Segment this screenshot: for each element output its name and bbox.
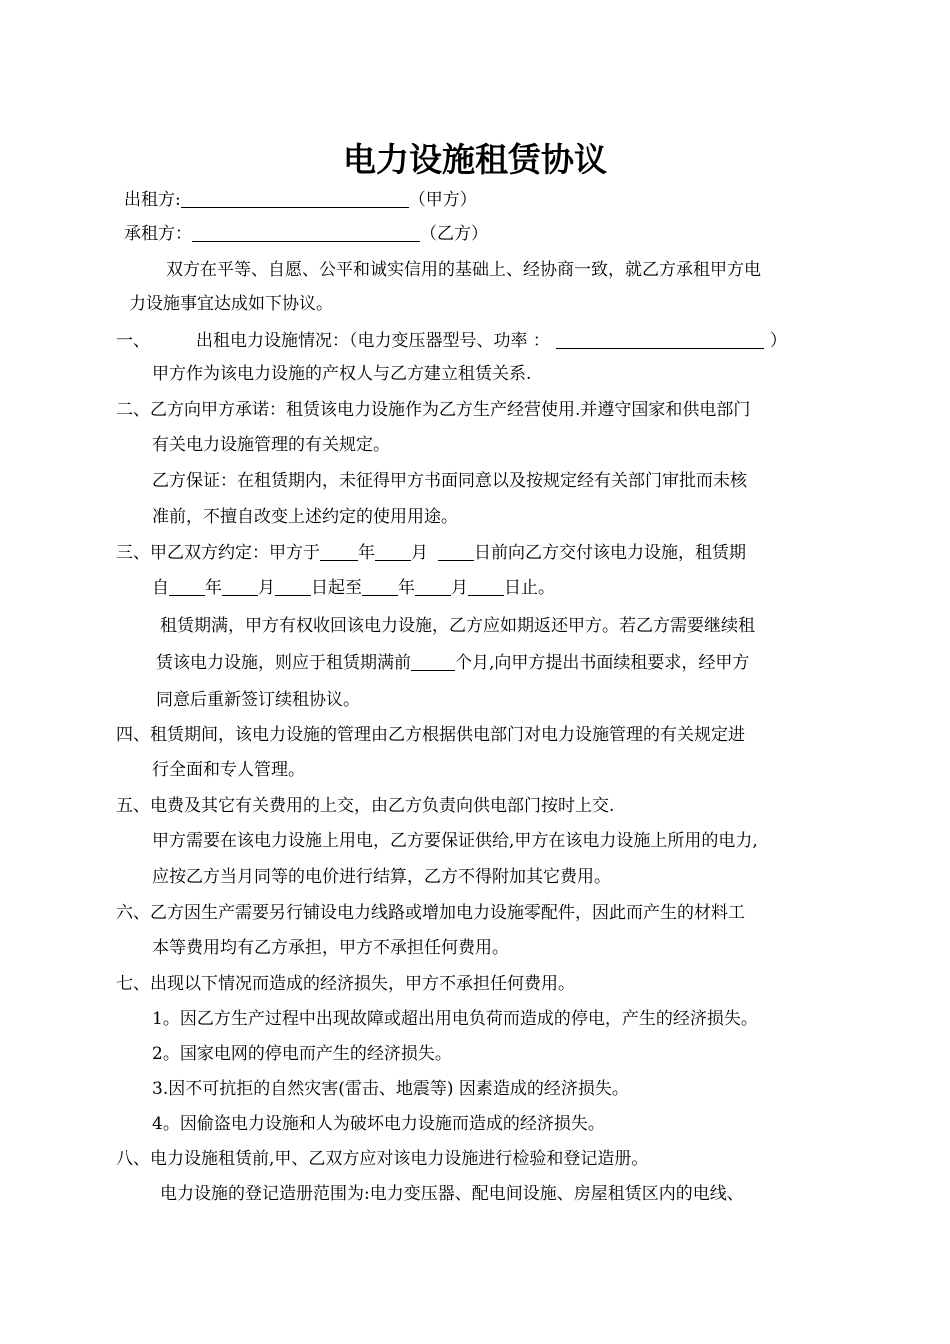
month-label: 月: [411, 543, 428, 563]
s2-line-3: 乙方保证：在租赁期内，未征得甲方书面同意以及按规定经有关部门审批而未核: [152, 471, 747, 491]
s7-item: 1。因乙方生产过程中出现故障或超出用电负荷而造成的停电，产生的经济损失。: [152, 1009, 758, 1029]
s5-line-3: 应按乙方当月同等的电价进行结算，乙方不得附加其它费用。: [152, 867, 611, 887]
intro-line-2: 力设施事宜达成如下协议。: [129, 294, 333, 314]
s1-close: ）: [769, 331, 787, 351]
transformer-model-field[interactable]: [556, 331, 764, 349]
s6-line-2: 本等费用均有乙方承担，甲方不承担任何费用。: [152, 938, 509, 958]
s7-line-1: 七、出现以下情况而造成的经济损失，甲方不承担任何费用。: [116, 974, 575, 994]
start-year-field[interactable]: [169, 578, 205, 596]
s3-line-2: [152, 576, 555, 600]
s3-text: 自: [152, 578, 169, 598]
s3-text: 日止。: [504, 578, 555, 598]
end-day-field[interactable]: [468, 578, 504, 596]
start-day-field[interactable]: [275, 578, 311, 596]
year-label: 年: [358, 543, 375, 563]
s1-text: 出租电力设施情况：（电力变压器型号、功率 ：: [196, 331, 550, 351]
lessee-line: [124, 222, 488, 246]
s4-line-1: 四、租赁期间，该电力设施的管理由乙方根据供电部门对电力设施管理的有关规定进: [116, 725, 745, 745]
year-label: 年: [205, 578, 222, 598]
s2-line-2: 有关电力设施管理的有关规定。: [152, 435, 390, 455]
lessee-suffix: （乙方）: [420, 224, 488, 244]
s8-line-1: 八、电力设施租赁前,甲、乙双方应对该电力设施进行检验和登记造册。: [116, 1149, 649, 1169]
lessor-line: [124, 188, 477, 212]
s8-line-2: 电力设施的登记造册范围为:电力变压器、配电间设施、房屋租赁区内的电线、: [160, 1184, 744, 1204]
start-month-field[interactable]: [222, 578, 258, 596]
s3-line-5: 同意后重新签订续租协议。: [156, 690, 360, 710]
lessee-name-field[interactable]: [192, 224, 420, 242]
s3-text: 赁该电力设施，则应于租赁期满前: [156, 653, 411, 673]
document-title: 电力设施租赁协议: [343, 140, 607, 179]
s6-line-1: 六、乙方因生产需要另行铺设电力线路或增加电力设施零配件，因此而产生的材料工: [116, 903, 745, 923]
s3-line-3: 租赁期满，甲方有权收回该电力设施，乙方应如期返还甲方。若乙方需要继续租: [160, 616, 755, 636]
s5-line-2: 甲方需要在该电力设施上用电，乙方要保证供给,甲方在该电力设施上所用的电力,: [152, 831, 758, 851]
s7-item: 4。因偷盗电力设施和人为破坏电力设施而造成的经济损失。: [152, 1114, 605, 1134]
delivery-year-field[interactable]: [320, 543, 358, 561]
s3-line-1: [116, 541, 746, 565]
lessor-label: 出租方:: [124, 190, 181, 210]
month-label: 月: [258, 578, 275, 598]
year-label: 年: [398, 578, 415, 598]
s1-line-2: 甲方作为该电力设施的产权人与乙方建立租赁关系.: [152, 364, 532, 384]
delivery-month-field[interactable]: [375, 543, 411, 561]
delivery-day-field[interactable]: [438, 543, 474, 561]
lessor-name-field[interactable]: [181, 190, 409, 208]
s7-item: 3.因不可抗拒的自然灾害(雷击、地震等) 因素造成的经济损失。: [152, 1079, 629, 1099]
s1-number: 一、: [116, 331, 150, 351]
s3-text: 个月,向甲方提出书面续租要求，经甲方: [455, 653, 750, 673]
s3-text: 三、甲乙双方约定：甲方于: [116, 543, 320, 563]
s5-line-1: 五、电费及其它有关费用的上交，由乙方负责向供电部门按时上交.: [116, 796, 615, 816]
s2-line-4: 准前，不擅自改变上述约定的使用用途。: [152, 507, 458, 527]
month-label: 月: [451, 578, 468, 598]
s7-item: 2。国家电网的停电而产生的经济损失。: [152, 1044, 452, 1064]
s4-line-2: 行全面和专人管理。: [152, 760, 305, 780]
s3-text: 日起至: [311, 578, 362, 598]
lessee-label: 承租方：: [124, 224, 192, 244]
end-month-field[interactable]: [415, 578, 451, 596]
s2-line-1: 二、乙方向甲方承诺：租赁该电力设施作为乙方生产经营使用.并遵守国家和供电部门: [116, 400, 751, 420]
s3-line-4: [156, 651, 749, 675]
renewal-months-field[interactable]: [411, 653, 455, 671]
lessor-suffix: （甲方）: [408, 190, 477, 210]
s3-text: 日前向乙方交付该电力设施，租赁期: [474, 543, 746, 563]
end-year-field[interactable]: [362, 578, 398, 596]
s1-line-1: [116, 329, 787, 353]
intro-line-1: 双方在平等、自愿、公平和诚实信用的基础上、经协商一致，就乙方承租甲方电: [166, 260, 761, 280]
